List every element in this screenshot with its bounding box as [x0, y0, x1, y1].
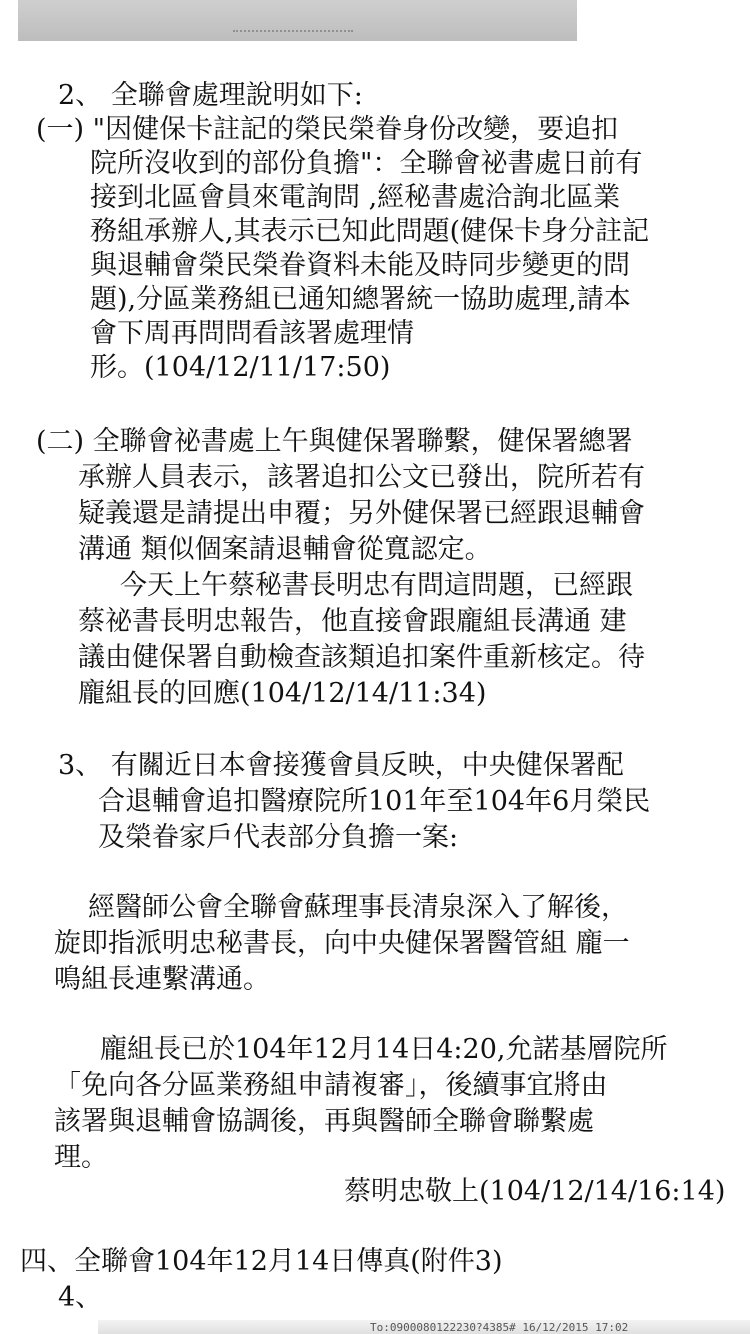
item-2-line-3: 疑義還是請提出申覆；另外健保署已經跟退輔會	[78, 498, 645, 529]
item-2-line-8: 龐組長的回應(104/12/14/11:34)	[78, 678, 487, 709]
para-2-line-1: 龐組長已於104年12月14日4:20,允諾基層院所	[100, 1034, 668, 1065]
scanned-header-image	[18, 0, 577, 41]
fax-header-text: To:0900080122230?4385# 16/12/2015 17:02	[370, 1321, 629, 1334]
item-2-line-2: 承辦人員表示，該署追扣公文已發出，院所若有	[78, 462, 645, 493]
para-2-line-2: 「免向各分區業務組申請複審」，後續事宜將由	[54, 1070, 608, 1101]
item-1-line-8: 形。(104/12/11/17:50)	[90, 352, 391, 383]
item-1-line-3: 接到北區會員來電詢問 ,經秘書處洽詢北區業	[90, 182, 621, 213]
para-2-line-3: 該署與退輔會協調後，再與醫師全聯會聯繫處	[54, 1106, 594, 1137]
item-1-line-5: 與退輔會榮民榮眷資料未能及時同步變更的問	[90, 250, 630, 281]
para-1-line-2: 旋即指派明忠秘書長，向中央健保署醫管組 龐一	[54, 928, 630, 959]
item-1-line-2: 院所沒收到的部份負擔"：全聯會祕書處日前有	[90, 148, 643, 179]
item-2-line-1: (二) 全聯會祕書處上午與健保署聯繫，健保署總署	[36, 426, 633, 457]
item-4-label: 4、	[58, 1282, 103, 1313]
section-3-line-2: 合退輔會追扣醫療院所101年至104年6月榮民	[98, 786, 651, 817]
item-2-line-6: 蔡祕書長明忠報告，他直接會跟龐組長溝通 建	[78, 606, 627, 637]
signature-line: 蔡明忠敬上(104/12/14/16:14)	[344, 1176, 726, 1207]
item-2-line-4: 溝通 類似個案請退輔會從寬認定。	[78, 534, 492, 565]
item-2-line-7: 議由健保署自動檢查該類追扣案件重新核定。待	[78, 642, 645, 673]
para-2-line-4: 理。	[54, 1142, 108, 1173]
item-1-line-4: 務組承辦人,其表示已知此問題(健保卡身分註記	[90, 216, 650, 247]
section-3-line-1: 3、 有關近日本會接獲會員反映，中央健保署配	[58, 750, 624, 781]
section-2-heading: 2、 全聯會處理說明如下:	[58, 80, 363, 111]
para-1-line-3: 鳴組長連繫溝通。	[54, 964, 270, 995]
scanned-fax-strip	[98, 1320, 750, 1334]
scan-smudge	[233, 30, 353, 40]
item-1-line-6: 題),分區業務組已通知總署統一協助處理,請本	[90, 284, 631, 315]
item-2-line-5: 今天上午蔡秘書長明忠有問這問題，已經跟	[120, 570, 633, 601]
section-4-heading: 四、全聯會104年12月14日傳真(附件3)	[20, 1246, 503, 1277]
item-1-line-7: 會下周再問問看該署處理情	[90, 318, 414, 349]
item-1-line-1: (一) "因健保卡註記的榮民榮眷身份改變，要追扣	[36, 114, 619, 145]
para-1-line-1: 經醫師公會全聯會蘇理事長清泉深入了解後，	[88, 892, 628, 923]
section-3-line-3: 及榮眷家戶代表部分負擔一案:	[98, 822, 459, 853]
